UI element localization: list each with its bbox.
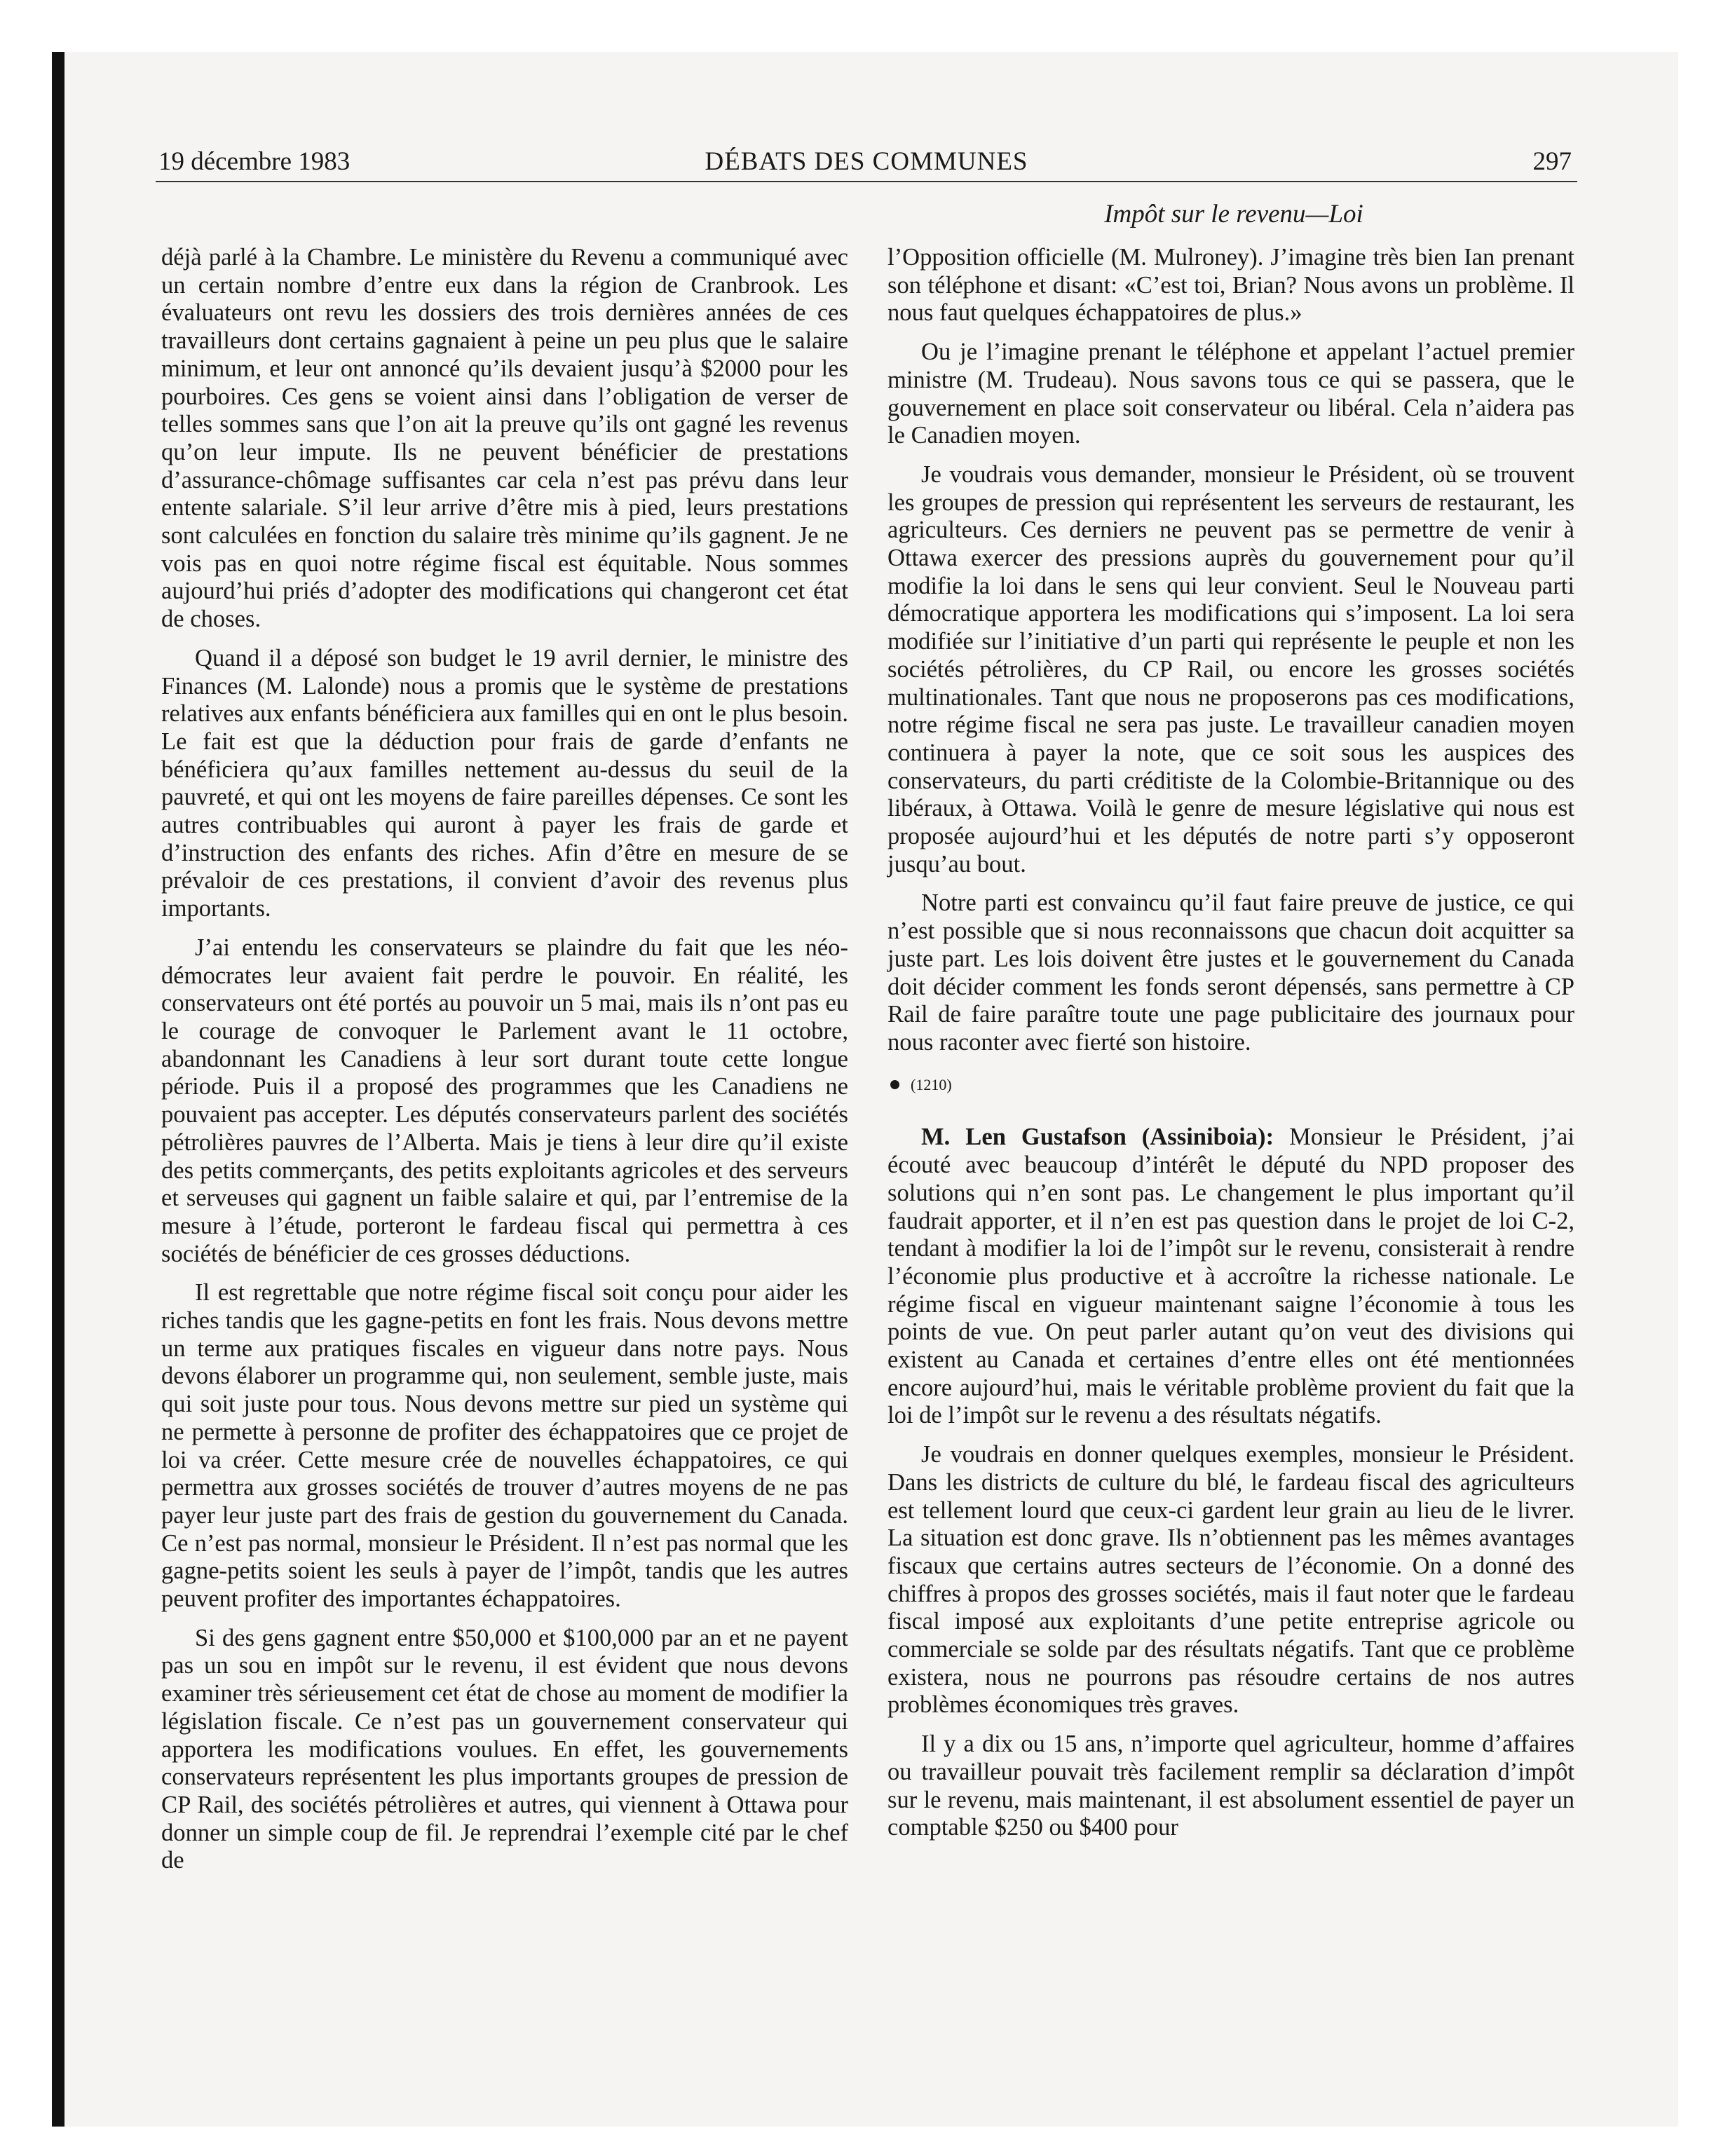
- paragraph: Je voudrais vous demander, monsieur le Président, où se trouvent les groupes de pression qui représentent les serveurs de restaurant, les agriculteurs. Ces derniers ne peuvent pas se permettre de venir à Ottawa exercer des pressions auprès du gouvernement pour qu’il modifie la loi dans le sens qui leur convient. Seul le Nouveau parti démocratique apportera les modifications qui s’imposent. La loi sera modifiée sur l’initiative d’un parti qui représente le peuple et non les sociétés pétrolières, du CP Rail, ou encore les grosses sociétés multinationales. Tant que nous ne proposerons pas ces modifications, notre régime fiscal ne sera pas juste. Le travailleur canadien moyen continuera à payer la note, que ce soit sous les auspices des conservateurs, du parti créditiste de la Colombie-Britannique ou des libéraux, à Ottawa. Voilà le genre de mesure législative qui nous est proposée aujourd’hui et les députés de notre parti s’y opposeront jusqu’au bout.: [887, 460, 1574, 878]
- paragraph: Il est regrettable que notre régime fiscal soit conçu pour aider les riches tandis que les gagne-petits en font les frais. Nous devons mettre un terme aux pratiques fiscales en vigueur dans notre pays. Nous devons élaborer un programme qui, non seulement, semble juste, mais qui soit juste pour tous. Nous devons mettre sur pied un système qui ne permette à personne de profiter des échappatoires que ce projet de loi va créer. Cette mesure crée de nouvelles échappatoires, ce qui permettra aux grosses sociétés de trouver d’autres moyens de ne pas payer leur juste part des frais de gestion du gouvernement du Canada. Ce n’est pas normal, monsieur le Président. Il n’est pas normal que les gagne-petits soient les seuls à payer de l’impôt, tandis que les autres peuvent profiter des importantes échappatoires.: [161, 1279, 848, 1613]
- paragraph: Il y a dix ou 15 ans, n’importe quel agriculteur, homme d’affaires ou travailleur pouvait très facilement remplir sa déclaration d’impôt sur le revenu, mais maintenant, il est absolument essentiel de payer un comptable $250 ou $400 pour: [887, 1731, 1574, 1841]
- bullet-icon: [890, 1080, 899, 1089]
- speaker-paragraph: [887, 1124, 1574, 1430]
- speaker-name: M. Len Gustafson (Assiniboia):: [921, 1124, 1274, 1151]
- page-number: 297: [1532, 147, 1572, 176]
- paragraph: déjà parlé à la Chambre. Le ministère du Revenu a communiqué avec un certain nombre d’entre eux dans la région de Cranbrook. Les évaluateurs ont revu les dossiers des trois dernières années de ces travailleurs dont certains gagnaient à peine un peu plus que le salaire minimum, et leur ont annoncé qu’ils devaient jusqu’à $2000 pour les pourboires. Ces gens se voient ainsi dans l’obligation de verser de telles sommes sans que l’on ait la preuve qu’ils ont gagné les revenus qu’on leur impute. Ils ne peuvent bénéficier de prestations d’assurance-chômage suffisantes car cela n’est pas prévu dans leur entente salariale. S’il leur arrive d’être mis à pied, leurs prestations sont calculées en fonction du salaire très minime qu’ils gagnent. Je ne vois pas en quoi notre régime fiscal est équitable. Nous sommes aujourd’hui priés d’adopter des modifications qui changeront cet état de choses.: [161, 244, 848, 633]
- paragraph: l’Opposition officielle (M. Mulroney). J’imagine très bien Ian prenant son téléphone et disant: «C’est toi, Brian? Nous avons un problème. Il nous faut quelques échappatoires de plus.»: [887, 244, 1574, 327]
- speaker-text: Monsieur le Président, j’ai écouté avec beaucoup d’intérêt le député du NPD proposer des solutions qui n’en sont pas. Le changement le plus important qu’il faudrait apporter, et il n’en est pas question dans le projet de loi C-2, tendant à modifier la loi de l’impôt sur le revenu, consisterait à rendre l’économie plus productive et à accroître la richesse nationale. Le régime fiscal en vigueur maintenant saigne l’économie à tous les points de vue. On peut parler autant qu’on veut des divisions qui existent au Canada et certaines d’entre elles ont été mentionnées encore aujourd’hui, mais le véritable problème provient du fait que la loi de l’impôt sur le revenu a des résultats négatifs.: [887, 1124, 1574, 1429]
- paragraph: J’ai entendu les conservateurs se plaindre du fait que les néo-démocrates leur avaient fait perdre le pouvoir. En réalité, les conservateurs ont été portés au pouvoir un 5 mai, mais ils n’ont pas eu le courage de convoquer le Parlement avant le 11 octobre, abandonnant les Canadiens à leur sort durant toute cette longue période. Puis il a proposé des programmes que les Canadiens ne pouvaient pas accepter. Les députés conservateurs parlent des sociétés pétrolières pauvres de l’Alberta. Mais je tiens à leur dire qu’il existe des petits commerçants, des petits exploitants agricoles et des serveurs et serveuses qui gagnent un faible salaire et qui, par l’entremise de la mesure à l’étude, porteront le fardeau fiscal qui permettra à ces sociétés de bénéficier de ces grosses déductions.: [161, 934, 848, 1267]
- left-column: [161, 244, 848, 1886]
- paragraph: Si des gens gagnent entre $50,000 et $100,000 par an et ne payent pas un sou en impôt sur le revenu, il est évident que nous devons examiner très sérieusement cet état de chose au moment de modifier la législation fiscale. Ce n’est pas un gouvernement conservateur qui apportera les modifications voulues. En effet, les gouvernements conservateurs représentent les plus importants groupes de pression de CP Rail, des sociétés pétrolières et autres, qui viennent à Ottawa pour donner un simple coup de fil. Je reprendrai l’exemple cité par le chef de: [161, 1624, 848, 1874]
- timestamp-text: (1210): [911, 1075, 952, 1093]
- paragraph: Ou je l’imagine prenant le téléphone et appelant l’actuel premier ministre (M. Trudeau). Nous savons tous ce qui se passera, que le gouvernement en place soit conservateur ou libéral. Cela n’aidera pas le Canadien moyen.: [887, 339, 1574, 449]
- running-header: [156, 144, 1577, 182]
- right-column: [887, 244, 1574, 1853]
- paragraph: Quand il a déposé son budget le 19 avril dernier, le ministre des Finances (M. Lalonde) nous a promis que le système de prestations relatives aux enfants bénéficiera aux familles qui en ont le plus besoin. Le fait est que la déduction pour frais de garde d’enfants ne bénéficiera qu’aux familles nettement au-dessus du seuil de la pauvreté, et qui ont les moyens de faire pareilles dépenses. Ce sont les autres contribuables qui auront à payer les frais de garde et d’instruction des enfants des riches. Afin d’être en mesure de se prévaloir de ces prestations, il convient d’avoir des revenus plus importants.: [161, 644, 848, 922]
- paragraph: Je voudrais en donner quelques exemples, monsieur le Président. Dans les districts de culture du blé, le fardeau fiscal des agriculteurs est tellement lourd que ceux-ci gardent leur grain au lieu de le livrer. La situation est donc grave. Ils n’obtiennent pas les mêmes avantages fiscaux que certains autres secteurs de l’économie. On a donné des chiffres à propos des grosses sociétés, mais il faut noter que le fardeau fiscal imposé aux exploitants d’une petite entreprise agricole ou commerciale se solde par des résultats négatifs. Tant que ce problème existera, nous ne pourrons pas résoudre certains de nos autres problèmes économiques très graves.: [887, 1441, 1574, 1719]
- paragraph: Notre parti est convaincu qu’il faut faire preuve de justice, ce qui n’est possible que si nous reconnaissons que chacun doit acquitter sa juste part. Les lois doivent être justes et le gouvernement du Canada doit décider comment les fonds seront dépensés, sans permettre à CP Rail de faire paraître toute une page publicitaire des journaux pour nous raconter avec fierté son histoire.: [887, 889, 1574, 1056]
- header-title: DÉBATS DES COMMUNES: [705, 147, 1028, 176]
- header-date: 19 décembre 1983: [158, 147, 351, 176]
- timestamp-marker: [890, 1071, 1574, 1099]
- scan-edge-bar: [52, 52, 64, 2127]
- subject-heading: Impôt sur le revenu—Loi: [1104, 200, 1363, 228]
